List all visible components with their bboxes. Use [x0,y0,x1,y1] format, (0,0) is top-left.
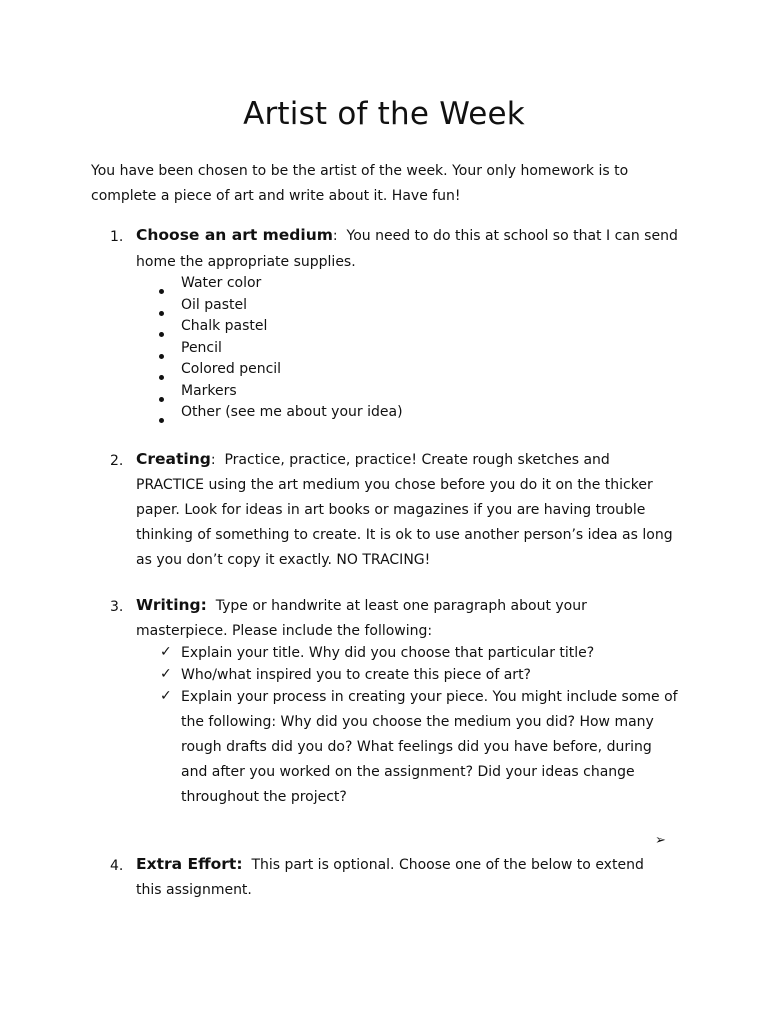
medium-item-5: Colored pencil [181,361,282,377]
intro-line-1: You have been chosen to be the artist of the week. Your only homework is to [91,163,629,179]
writing-item-3-line-4: and after you worked on the assignment? Did your ideas change [181,764,635,780]
page-title: Artist of the Week [243,96,525,132]
bullet-dot-icon [159,347,164,363]
section-1-heading: Choose an art medium [136,226,333,244]
medium-item-2: Oil pastel [181,297,248,313]
bullet-dot-icon [159,325,164,341]
section-2-line-3: paper. Look for ideas in art books or magazines if you are having trouble [136,502,646,518]
writing-item-3-line-1: Explain your process in creating your piece. You might include some of [181,689,678,705]
section-2-line-1 [136,450,610,468]
section-1-line-2: home the appropriate supplies. [136,254,356,270]
arrow-icon: ➢ [655,833,666,848]
writing-item-2: Who/what inspired you to create this piece of art? [181,667,531,683]
section-2-line-2: PRACTICE using the art medium you chose before you do it on the thicker [136,477,653,493]
section-1-line-1 [136,226,678,244]
section-3-number: 3. [110,599,124,615]
section-1-text: You need to do this at school so that I can send [346,228,678,244]
section-4-number: 4. [110,858,124,874]
section-3-line-2: masterpiece. Please include the following: [136,623,433,639]
medium-item-6: Markers [181,383,237,399]
section-2-separator: : [210,452,216,468]
writing-item-3-line-2: the following: Why did you choose the medium you did? How many [181,714,654,730]
checkmark-icon: ✓ [160,644,172,660]
section-2-text: Practice, practice, practice! Create rough sketches and [224,452,610,468]
medium-item-3: Chalk pastel [181,318,268,334]
medium-item-1: Water color [181,275,262,291]
section-4-line-1 [136,855,644,873]
section-4-heading: Extra Effort: [136,855,243,873]
checkmark-icon: ✓ [160,666,172,682]
section-2-number: 2. [110,453,124,469]
section-3-line-1 [136,596,587,614]
bullet-dot-icon [159,390,164,406]
section-3-text: Type or handwrite at least one paragraph about your [215,598,587,614]
writing-item-1: Explain your title. Why did you choose that particular title? [181,645,595,661]
writing-item-3-line-5: throughout the project? [181,789,347,805]
section-1-separator: : [332,228,338,244]
section-2-heading: Creating [136,450,211,468]
medium-item-7: Other (see me about your idea) [181,404,403,420]
bullet-dot-icon [159,411,164,427]
bullet-dot-icon [159,368,164,384]
section-2-line-5: as you don’t copy it exactly. NO TRACING! [136,552,431,568]
writing-item-3-line-3: rough drafts did you do? What feelings did you have before, during [181,739,652,755]
intro-line-2: complete a piece of art and write about it. Have fun! [91,188,461,204]
section-1-number: 1. [110,229,124,245]
medium-item-4: Pencil [181,340,222,356]
checkmark-icon: ✓ [160,688,172,704]
section-4-line-2: this assignment. [136,882,252,898]
section-4-text: This part is optional. Choose one of the below to extend [251,857,644,873]
bullet-dot-icon [159,304,164,320]
section-2-line-4: thinking of something to create. It is ok to use another person’s idea as long [136,527,673,543]
section-3-heading: Writing: [136,596,207,614]
bullet-dot-icon [159,282,164,298]
